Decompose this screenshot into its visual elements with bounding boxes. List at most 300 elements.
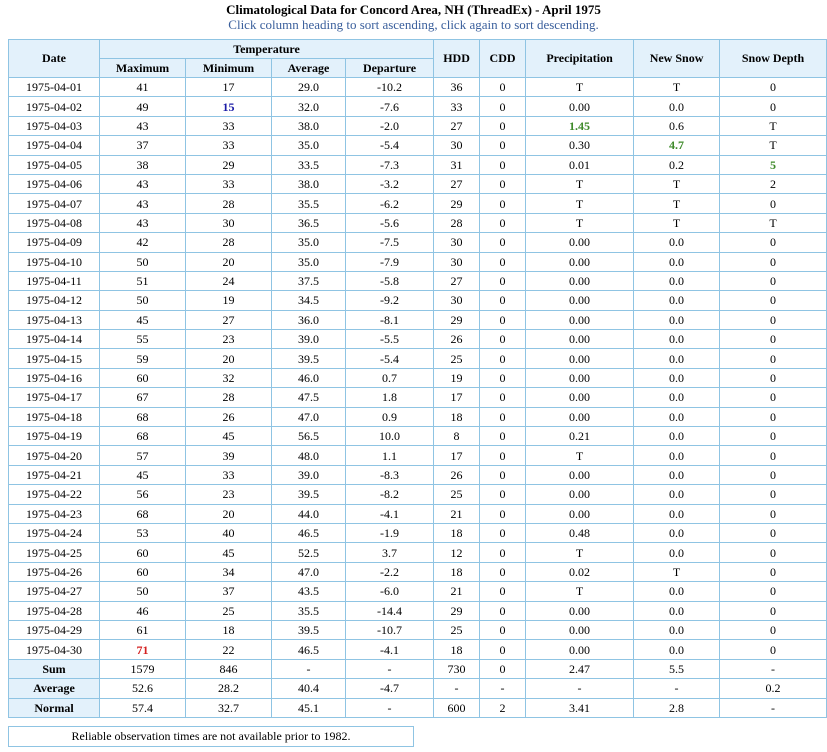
cell-average: 43.5 [272,582,346,601]
cell-date: 1975-04-04 [9,136,100,155]
cell-cdd: 0 [480,155,526,174]
summary-cell-precipitation: 3.41 [526,698,634,717]
cell-cdd: 0 [480,271,526,290]
column-header-snow-depth[interactable]: Snow Depth [720,40,827,78]
cell-cdd: 0 [480,116,526,135]
column-header-average[interactable]: Average [272,59,346,78]
cell-average: 46.0 [272,368,346,387]
cell-new-snow: 4.7 [634,136,720,155]
cell-minimum: 34 [186,562,272,581]
table-row [9,465,827,484]
cell-precipitation: 0.00 [526,252,634,271]
cell-cdd: 0 [480,174,526,193]
summary-cell-minimum: 846 [186,659,272,678]
cell-snow-depth: 0 [720,252,827,271]
cell-snow-depth: 0 [720,465,827,484]
table-row [9,523,827,542]
cell-precipitation: T [526,194,634,213]
cell-hdd: 30 [434,233,480,252]
cell-cdd: 0 [480,388,526,407]
table-body [9,78,827,660]
summary-row-label: Average [9,679,100,698]
cell-precipitation: 0.00 [526,233,634,252]
cell-average: 47.0 [272,407,346,426]
table-row [9,543,827,562]
cell-cdd: 0 [480,136,526,155]
cell-new-snow: 0.0 [634,504,720,523]
table-row [9,330,827,349]
cell-departure: -5.6 [346,213,434,232]
cell-departure: -9.2 [346,291,434,310]
cell-minimum: 39 [186,446,272,465]
cell-new-snow: 0.0 [634,427,720,446]
cell-snow-depth: 0 [720,97,827,116]
cell-departure: 1.1 [346,446,434,465]
cell-minimum: 23 [186,330,272,349]
cell-average: 56.5 [272,427,346,446]
cell-new-snow: 0.0 [634,620,720,639]
summary-cell-maximum: 57.4 [100,698,186,717]
summary-row [9,698,827,717]
cell-minimum: 28 [186,388,272,407]
cell-snow-depth: 0 [720,330,827,349]
cell-hdd: 21 [434,582,480,601]
cell-average: 33.5 [272,155,346,174]
table-row [9,291,827,310]
column-header-date[interactable]: Date [9,40,100,78]
cell-hdd: 30 [434,136,480,155]
table-row [9,562,827,581]
table-row [9,252,827,271]
cell-precipitation: 0.00 [526,504,634,523]
cell-snow-depth: 0 [720,310,827,329]
cell-new-snow: 0.0 [634,523,720,542]
table-row [9,446,827,465]
table-row [9,116,827,135]
cell-snow-depth: 0 [720,446,827,465]
cell-snow-depth: 0 [720,368,827,387]
cell-snow-depth: 0 [720,291,827,310]
cell-cdd: 0 [480,407,526,426]
cell-minimum: 25 [186,601,272,620]
summary-cell-average: - [272,659,346,678]
table-row [9,271,827,290]
cell-average: 35.0 [272,252,346,271]
cell-snow-depth: 0 [720,194,827,213]
cell-date: 1975-04-26 [9,562,100,581]
cell-maximum: 67 [100,388,186,407]
cell-minimum: 20 [186,252,272,271]
cell-precipitation: 0.02 [526,562,634,581]
cell-date: 1975-04-12 [9,291,100,310]
table-row [9,136,827,155]
column-header-new-snow[interactable]: New Snow [634,40,720,78]
cell-precipitation: 0.00 [526,310,634,329]
summary-cell-cdd: 0 [480,659,526,678]
table-row [9,427,827,446]
column-header-departure[interactable]: Departure [346,59,434,78]
cell-cdd: 0 [480,620,526,639]
cell-snow-depth: 0 [720,504,827,523]
cell-hdd: 27 [434,174,480,193]
cell-date: 1975-04-17 [9,388,100,407]
summary-cell-new-snow: - [634,679,720,698]
summary-cell-average: 40.4 [272,679,346,698]
cell-date: 1975-04-23 [9,504,100,523]
cell-new-snow: 0.0 [634,582,720,601]
cell-date: 1975-04-05 [9,155,100,174]
cell-hdd: 17 [434,446,480,465]
cell-minimum: 45 [186,427,272,446]
cell-maximum: 43 [100,116,186,135]
cell-hdd: 29 [434,601,480,620]
summary-cell-departure: - [346,659,434,678]
cell-average: 36.0 [272,310,346,329]
summary-row [9,679,827,698]
cell-average: 46.5 [272,523,346,542]
cell-new-snow: 0.0 [634,291,720,310]
cell-minimum: 29 [186,155,272,174]
column-header-hdd[interactable]: HDD [434,40,480,78]
summary-cell-hdd: 600 [434,698,480,717]
cell-hdd: 18 [434,562,480,581]
cell-hdd: 12 [434,543,480,562]
cell-hdd: 18 [434,523,480,542]
cell-hdd: 26 [434,465,480,484]
summary-row-label: Sum [9,659,100,678]
cell-maximum: 55 [100,330,186,349]
column-group-temperature: Temperature [100,40,434,59]
summary-cell-precipitation: - [526,679,634,698]
cell-date: 1975-04-25 [9,543,100,562]
summary-body [9,659,827,717]
cell-average: 38.0 [272,174,346,193]
cell-cdd: 0 [480,640,526,659]
cell-average: 44.0 [272,504,346,523]
cell-average: 38.0 [272,116,346,135]
cell-date: 1975-04-06 [9,174,100,193]
cell-average: 48.0 [272,446,346,465]
cell-average: 36.5 [272,213,346,232]
table-row [9,78,827,97]
cell-average: 47.0 [272,562,346,581]
cell-minimum: 37 [186,582,272,601]
cell-maximum: 43 [100,213,186,232]
summary-cell-snow-depth: - [720,659,827,678]
cell-departure: -7.6 [346,97,434,116]
table-row [9,582,827,601]
cell-snow-depth: 0 [720,78,827,97]
cell-departure: -8.2 [346,485,434,504]
cell-cdd: 0 [480,543,526,562]
cell-precipitation: 1.45 [526,116,634,135]
column-header-precipitation[interactable]: Precipitation [526,40,634,78]
cell-average: 39.5 [272,620,346,639]
cell-minimum: 30 [186,213,272,232]
sort-instructions: Click column heading to sort ascending, click again to sort descending. [228,17,599,32]
summary-cell-cdd: - [480,679,526,698]
cell-precipitation: 0.00 [526,291,634,310]
cell-maximum: 49 [100,97,186,116]
cell-cdd: 0 [480,291,526,310]
cell-minimum: 17 [186,78,272,97]
cell-date: 1975-04-21 [9,465,100,484]
cell-minimum: 40 [186,523,272,542]
cell-snow-depth: 0 [720,523,827,542]
table-row [9,485,827,504]
cell-new-snow: 0.0 [634,368,720,387]
cell-hdd: 25 [434,349,480,368]
cell-hdd: 21 [434,504,480,523]
cell-hdd: 30 [434,291,480,310]
cell-snow-depth: T [720,116,827,135]
cell-date: 1975-04-15 [9,349,100,368]
cell-precipitation: 0.01 [526,155,634,174]
cell-snow-depth: 0 [720,388,827,407]
cell-minimum: 18 [186,620,272,639]
cell-date: 1975-04-13 [9,310,100,329]
cell-hdd: 28 [434,213,480,232]
cell-snow-depth: 2 [720,174,827,193]
cell-cdd: 0 [480,562,526,581]
cell-average: 52.5 [272,543,346,562]
summary-row [9,659,827,678]
cell-minimum: 33 [186,174,272,193]
column-header-minimum[interactable]: Minimum [186,59,272,78]
cell-departure: 1.8 [346,388,434,407]
cell-maximum: 61 [100,620,186,639]
cell-departure: -6.2 [346,194,434,213]
summary-cell-departure: -4.7 [346,679,434,698]
cell-new-snow: 0.0 [634,97,720,116]
cell-departure: 3.7 [346,543,434,562]
cell-date: 1975-04-08 [9,213,100,232]
table-row [9,155,827,174]
cell-maximum: 56 [100,485,186,504]
summary-row-label: Normal [9,698,100,717]
cell-hdd: 36 [434,78,480,97]
cell-precipitation: T [526,446,634,465]
cell-average: 29.0 [272,78,346,97]
cell-new-snow: T [634,562,720,581]
cell-precipitation: T [526,543,634,562]
cell-snow-depth: 0 [720,543,827,562]
cell-date: 1975-04-28 [9,601,100,620]
cell-hdd: 17 [434,388,480,407]
cell-minimum: 28 [186,194,272,213]
footnote: Reliable observation times are not available prior to 1982. [8,726,414,747]
cell-cdd: 0 [480,213,526,232]
cell-hdd: 29 [434,194,480,213]
cell-departure: -7.9 [346,252,434,271]
cell-hdd: 27 [434,116,480,135]
table-row [9,407,827,426]
cell-cdd: 0 [480,310,526,329]
column-header-cdd[interactable]: CDD [480,40,526,78]
cell-maximum: 43 [100,174,186,193]
cell-date: 1975-04-14 [9,330,100,349]
cell-departure: -4.1 [346,504,434,523]
cell-hdd: 30 [434,252,480,271]
cell-hdd: 33 [434,97,480,116]
cell-new-snow: 0.0 [634,407,720,426]
cell-precipitation: 0.00 [526,330,634,349]
cell-minimum: 24 [186,271,272,290]
cell-maximum: 41 [100,78,186,97]
cell-average: 39.0 [272,330,346,349]
cell-precipitation: T [526,213,634,232]
cell-minimum: 33 [186,116,272,135]
cell-cdd: 0 [480,349,526,368]
cell-date: 1975-04-16 [9,368,100,387]
cell-snow-depth: 0 [720,582,827,601]
cell-precipitation: 0.00 [526,601,634,620]
summary-cell-new-snow: 2.8 [634,698,720,717]
cell-cdd: 0 [480,252,526,271]
cell-departure: -10.7 [346,620,434,639]
summary-cell-snow-depth: 0.2 [720,679,827,698]
cell-precipitation: 0.00 [526,349,634,368]
cell-departure: -2.0 [346,116,434,135]
cell-hdd: 18 [434,640,480,659]
cell-maximum: 71 [100,640,186,659]
cell-snow-depth: 0 [720,640,827,659]
cell-departure: -5.5 [346,330,434,349]
cell-cdd: 0 [480,97,526,116]
cell-snow-depth: 0 [720,349,827,368]
cell-date: 1975-04-24 [9,523,100,542]
summary-cell-maximum: 1579 [100,659,186,678]
cell-cdd: 0 [480,427,526,446]
cell-cdd: 0 [480,233,526,252]
cell-departure: -8.3 [346,465,434,484]
cell-date: 1975-04-03 [9,116,100,135]
cell-new-snow: 0.0 [634,330,720,349]
cell-precipitation: 0.00 [526,407,634,426]
cell-departure: -8.1 [346,310,434,329]
cell-new-snow: 0.0 [634,465,720,484]
cell-minimum: 15 [186,97,272,116]
cell-snow-depth: 5 [720,155,827,174]
cell-new-snow: 0.0 [634,310,720,329]
cell-departure: -6.0 [346,582,434,601]
cell-snow-depth: 0 [720,271,827,290]
cell-new-snow: 0.0 [634,543,720,562]
cell-precipitation: 0.00 [526,620,634,639]
cell-new-snow: 0.0 [634,271,720,290]
table-row [9,194,827,213]
cell-departure: -14.4 [346,601,434,620]
cell-maximum: 37 [100,136,186,155]
cell-new-snow: 0.0 [634,601,720,620]
cell-snow-depth: T [720,136,827,155]
cell-new-snow: 0.0 [634,446,720,465]
cell-precipitation: 0.00 [526,485,634,504]
cell-minimum: 26 [186,407,272,426]
cell-cdd: 0 [480,582,526,601]
cell-cdd: 0 [480,446,526,465]
cell-average: 39.0 [272,465,346,484]
cell-hdd: 19 [434,368,480,387]
cell-departure: -7.3 [346,155,434,174]
cell-maximum: 50 [100,291,186,310]
cell-hdd: 18 [434,407,480,426]
cell-hdd: 25 [434,485,480,504]
cell-minimum: 33 [186,136,272,155]
cell-new-snow: 0.2 [634,155,720,174]
cell-precipitation: T [526,174,634,193]
table-row [9,310,827,329]
cell-departure: -5.8 [346,271,434,290]
cell-precipitation: T [526,78,634,97]
cell-departure: 0.9 [346,407,434,426]
cell-snow-depth: 0 [720,427,827,446]
cell-cdd: 0 [480,601,526,620]
page-title: Climatological Data for Concord Area, NH (ThreadEx) - April 1975 [226,2,601,17]
cell-minimum: 45 [186,543,272,562]
table-row [9,388,827,407]
cell-date: 1975-04-07 [9,194,100,213]
cell-average: 34.5 [272,291,346,310]
cell-new-snow: T [634,194,720,213]
cell-precipitation: 0.21 [526,427,634,446]
cell-minimum: 22 [186,640,272,659]
summary-cell-minimum: 28.2 [186,679,272,698]
cell-cdd: 0 [480,194,526,213]
cell-maximum: 59 [100,349,186,368]
cell-date: 1975-04-29 [9,620,100,639]
cell-departure: -1.9 [346,523,434,542]
cell-hdd: 26 [434,330,480,349]
cell-maximum: 45 [100,465,186,484]
cell-average: 39.5 [272,349,346,368]
cell-minimum: 32 [186,368,272,387]
cell-departure: -10.2 [346,78,434,97]
cell-snow-depth: 0 [720,601,827,620]
climate-data-table [8,39,827,718]
cell-average: 35.5 [272,601,346,620]
cell-precipitation: 0.48 [526,523,634,542]
cell-departure: -5.4 [346,349,434,368]
table-row [9,97,827,116]
summary-cell-average: 45.1 [272,698,346,717]
cell-date: 1975-04-22 [9,485,100,504]
cell-date: 1975-04-09 [9,233,100,252]
cell-minimum: 27 [186,310,272,329]
table-row [9,349,827,368]
summary-cell-cdd: 2 [480,698,526,717]
cell-average: 39.5 [272,485,346,504]
summary-cell-departure: - [346,698,434,717]
cell-date: 1975-04-01 [9,78,100,97]
cell-maximum: 57 [100,446,186,465]
cell-new-snow: T [634,213,720,232]
column-header-maximum[interactable]: Maximum [100,59,186,78]
cell-maximum: 60 [100,368,186,387]
cell-date: 1975-04-10 [9,252,100,271]
cell-maximum: 50 [100,252,186,271]
table-row [9,233,827,252]
table-row [9,601,827,620]
table-row [9,174,827,193]
cell-minimum: 28 [186,233,272,252]
cell-cdd: 0 [480,523,526,542]
cell-snow-depth: 0 [720,407,827,426]
cell-precipitation: 0.00 [526,465,634,484]
cell-date: 1975-04-11 [9,271,100,290]
cell-cdd: 0 [480,78,526,97]
cell-maximum: 68 [100,407,186,426]
